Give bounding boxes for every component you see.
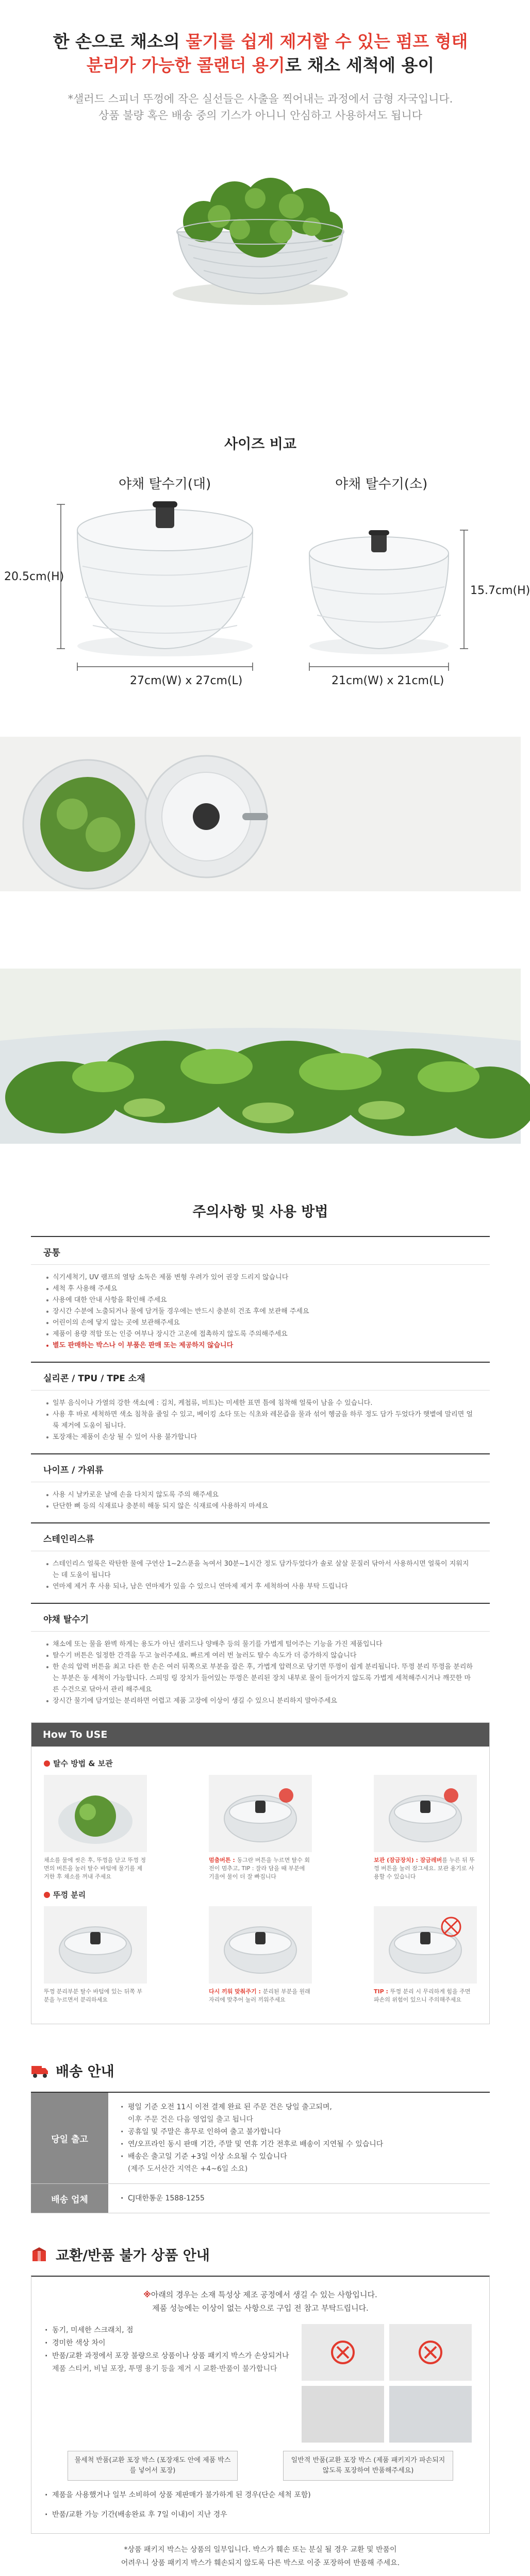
hero-highlight-1: 물기를 쉽게 제거할 수 있는 펌프 형태 (186, 31, 468, 52)
delivery-item: · 평일 기준 오전 11시 이전 결제 완료 된 주문 건은 당일 출고되며, (121, 2101, 477, 2113)
caution-block-heading: 공통 (43, 1248, 60, 1258)
howto-step-caption (374, 1856, 477, 1881)
caution-block-body (31, 1390, 490, 1453)
size-diagram (0, 468, 521, 705)
size-title: 사이즈 비교 (224, 436, 296, 452)
small-spinner-image (309, 530, 449, 654)
exchange-title: 교환/반품 불가 상품 안내 (56, 2248, 210, 2264)
howto-step (209, 1775, 312, 1881)
caution-block-body (31, 1482, 490, 1522)
caution-item: 일부 음식이나 가열의 강한 색소(예 : 김치, 케첩류, 비트)는 미세한 표면 틈에 침착해 얼룩이 남을 수 있습니다. (46, 1398, 474, 1409)
howto-step (209, 1906, 312, 2004)
delivery-row-label: 당일 출고 (31, 2093, 108, 2183)
howto-step-photo (209, 1906, 312, 1984)
bullet-dot-icon (44, 1760, 50, 1767)
howto-row-lid (44, 1906, 477, 2004)
caution-item: 사용에 대한 안내 사항을 확인해 주세요 (46, 1295, 474, 1306)
caution-block-heading: 나이프 / 가위류 (43, 1465, 104, 1476)
exchange-item-list (45, 2324, 302, 2443)
howto-step-image (44, 1775, 147, 1852)
howto-step-image (44, 1906, 147, 1984)
caution-blocks (31, 1236, 490, 1717)
caution-block (31, 1236, 490, 1362)
delivery-truck-icon (31, 2063, 48, 2078)
howto-row-spin (44, 1775, 477, 1881)
caption-prefix: TIP : (374, 1988, 390, 1995)
howto-step-caption (44, 1856, 147, 1881)
delivery-row-value (108, 2093, 490, 2183)
howto-step-photo (44, 1906, 147, 1984)
delivery-item: · 배송은 출고일 기준 +3일 이상 소요될 수 있습니다 (121, 2150, 477, 2163)
caution-item: 어린이의 손에 닿지 않는 곳에 보관해주세요 (46, 1317, 474, 1329)
caution-block (31, 1603, 490, 1717)
salad-spinner-image (157, 155, 363, 309)
caption-text: 동그란 버튼을 누르면 탈수 회전이 멈추고, TIP : 잘라 담을 때 부분에 기울여 물이 더 잘 빠집니다 (209, 1857, 310, 1880)
caution-block-heading: 실리콘 / TPU / TPE 소재 (43, 1374, 145, 1384)
small-size-label: 야채 탈수기(소) (335, 477, 428, 492)
exchange-section (0, 2244, 521, 2570)
caution-item: 세척 후 사용해 주세요 (46, 1283, 474, 1295)
howto-step-photo (209, 1775, 312, 1852)
example-image-3 (302, 2386, 384, 2443)
delivery-row-label: 배송 업체 (31, 2184, 108, 2213)
howto-step-image (374, 1775, 477, 1852)
exchange-note-2: · 반품/교환 가능 기간(배송완료 후 7일 이내)이 지난 경우 (45, 2509, 476, 2521)
salad-leaves-image (0, 969, 521, 1144)
caption-text: 채소를 물에 씻은 후, 뚜껑을 닫고 뚜껑 정면의 버튼을 눌러 탈수 바텀에 물기를 제거한 후 채소를 꺼내 주세요 (44, 1857, 146, 1880)
caution-block (31, 1362, 490, 1453)
caption-prefix: 멈춤버튼 : (209, 1857, 237, 1863)
caption-text: 를 누른 뒤 뚜껑 버튼을 눌러 잠그세요. 보관 용기로 사용할 수 있습니다 (374, 1857, 475, 1880)
howto-step-image (209, 1775, 312, 1852)
hero-note-2: 상품 불량 혹은 배송 중의 기스가 아니니 안심하고 사용하셔도 됩니다 (98, 109, 423, 122)
delivery-section (0, 2060, 521, 2213)
delivery-item: · 연/오프라인 동시 판매 기간, 주말 및 연휴 기간 전후로 배송이 지연될 수 있습니다 (121, 2138, 477, 2150)
caution-block-body (31, 1631, 490, 1717)
howto-step (44, 1906, 147, 2004)
caution-item: 제품이 용량 적합 또는 인증 여부나 장시간 고온에 접촉하지 않도록 주의해주세요 (46, 1329, 474, 1340)
howto-step (374, 1775, 477, 1881)
top-view-photo (0, 737, 521, 891)
caption-prefix: 보관 (잠금장치) : (374, 1857, 420, 1863)
small-height-dimension: 15.7cm(H) (470, 584, 530, 597)
example-image-4 (389, 2386, 472, 2443)
exchange-item: 제품 스티커, 비닐 포장, 투명 용기 등을 제거 시 교환·반품이 불가합니다 (52, 2365, 277, 2373)
delivery-table (31, 2092, 490, 2213)
hero-headline-1: 한 손으로 채소의 물기를 쉽게 제거할 수 있는 펌프 형태 (53, 31, 468, 52)
exchange-intro: ※아래의 경우는 소재 특성상 제조 공정에서 생길 수 있는 사항입니다. 제품 성능에는 이상이 없는 사항으로 구입 전 참고 부탁드립니다. (143, 2290, 377, 2313)
exchange-item: · 동기, 미세한 스크래치, 점 (45, 2324, 302, 2337)
caution-block-body (31, 1264, 490, 1362)
caution-block (31, 1522, 490, 1603)
hero-headline-2: 분리가 가능한 콜랜더 용기로 채소 세척에 용이 (86, 55, 435, 75)
large-width-dimension: 27cm(W) x 27cm(L) (130, 674, 243, 687)
howto-sub-2: 뚜껑 분리 (44, 1889, 477, 1900)
delivery-item: · 공휴일 및 주말은 휴무로 인하여 출고 불가합니다 (121, 2126, 477, 2138)
exchange-note-1: · 제품을 사용했거나 일부 소비하여 상품 제판매가 불가하게 된 경우(단순 세척 포함) (45, 2489, 476, 2501)
caution-item: 사용 시 날카로운 날에 손을 다치지 않도록 주의 해주세요 (46, 1489, 474, 1501)
caption-highlight: 잠금레버 (420, 1857, 442, 1863)
caution-item: 한 손의 압력 버튼을 최고 다른 한 손은 여러 뒤쪽으로 부분을 잡은 후, 가볍게 압력으로 당기면 뚜껑이 쉽게 분리됩니다. 뚜껑 분리 뚜껑을 분리하는 부분은 동 세척이 가능합니다. 스피밍 링 장치가 들어있는 뚜껑은 분리된 장치 내부로 물이 들어가지 않도록 가볍게 세척해주시거나 깨끗한 마른 수건으로 닦아서 관리 해주세요 (46, 1662, 474, 1696)
caution-block-heading: 야채 탈수기 (43, 1615, 89, 1625)
salad-closeup-photo (0, 969, 521, 1144)
delivery-row (31, 2184, 490, 2213)
caption-prefix: 다시 끼워 맞춰주기 : (209, 1988, 263, 1995)
howto-step-photo (374, 1906, 477, 1984)
hero-highlight-2: 분리가 가능한 콜랜더 용기 (86, 55, 285, 75)
delivery-title: 배송 안내 (56, 2064, 114, 2080)
caution-title: 주의사항 및 사용 방법 (192, 1204, 328, 1220)
how-to-use-title: How To USE (31, 1723, 489, 1747)
caution-item: 포장재는 제품이 손상 될 수 있어 사용 불가합니다 (46, 1432, 474, 1443)
howto-step-image (209, 1906, 312, 1984)
exchange-box-icon (31, 2247, 48, 2262)
caution-block-body (31, 1551, 490, 1603)
example-image-2 (389, 2324, 472, 2381)
caption-text: 뚜껑 분리 시 무리하게 힘을 주면 파손의 위험이 있으니 주의해주세요 (374, 1988, 471, 2003)
size-comparison-section (0, 289, 530, 737)
howto-step-caption (209, 1988, 312, 2004)
packing-caption-1: 물세척 반품(교환 포장 박스 (포장재도 안에 제품 박스를 넣어서 포장) (68, 2451, 238, 2481)
caution-item: 장시간 수분에 노출되거나 물에 담겨둘 경우에는 반드시 충분히 건조 후에 보관해 주세요 (46, 1306, 474, 1317)
caution-section (0, 1200, 521, 2024)
howto-step-photo (374, 1775, 477, 1852)
caution-block (31, 1453, 490, 1522)
howto-step-caption (209, 1856, 312, 1881)
spinner-top-view-image (0, 737, 521, 891)
delivery-row (31, 2093, 490, 2184)
howto-step-image (374, 1906, 477, 1984)
howto-step (374, 1906, 477, 2004)
howto-step-caption (44, 1988, 147, 2004)
hero-section (0, 0, 521, 289)
delivery-item: · CJ대한통운 1588-1255 (121, 2192, 477, 2205)
exchange-example-images (302, 2324, 476, 2443)
delivery-item: (제주 도서산간 지역은 +4~6일 소요) (128, 2165, 248, 2173)
caution-item: 채소에 또는 물을 완벽 하게는 용도가 아닌 샐러드나 양배추 등의 물기를 가볍게 털어주는 기능을 가진 제품입니다 (46, 1639, 474, 1650)
large-spinner-image (77, 501, 253, 656)
delivery-item: 이후 주문 건은 다음 영업일 출고 됩니다 (128, 2115, 254, 2124)
caution-item: 연마제 제거 후 사용 되나, 남은 연마제가 있을 수 있으니 연마제 제거 후 세척하여 사용 부탁 드립니다 (46, 1581, 474, 1592)
exchange-item: · 경미한 색상 차이 (45, 2337, 302, 2350)
caution-item: 식기세척기, UV 램프의 열탕 소독은 제품 변형 우려가 있어 권장 드리지 않습니다 (46, 1272, 474, 1283)
caution-item: 탈수기 버튼은 일정한 간격을 두고 눌러주세요. 빠르게 여러 번 눌러도 탈수 속도가 더 증가하지 않습니다 (46, 1650, 474, 1662)
large-height-dimension: 20.5cm(H) (4, 570, 64, 583)
howto-step-caption (374, 1988, 477, 2004)
caption-text: 뚜껑 분리부분 탈수 바텀에 있는 뒤쪽 부분을 누르면서 분리하세요 (44, 1988, 142, 2003)
how-to-use-panel (31, 1722, 490, 2024)
caution-item: 별도 판매하는 박스나 이 부품은 판매 또는 제공하지 않습니다 (46, 1340, 474, 1351)
caution-item: 스테인리스 얼룩은 락탄한 물에 구연산 1~2스푼을 녹여서 30분~1시간 정도 담가두었다가 솔로 살살 문질러 닦아서 사용하시면 얼룩이 지워지는 데 도움이 됩니다 (46, 1558, 474, 1581)
caution-item: 사용 후 바로 세척하면 색소 침착을 줄일 수 있고, 베이킹 소다 또는 식초와 레몬즙을 물과 섞어 헹굼을 하루 정도 담가 두었다가 햇볕에 말리면 얼룩 제거에 도움이 됩니다. (46, 1409, 474, 1432)
howto-step (44, 1775, 147, 1881)
delivery-row-value (108, 2184, 490, 2213)
large-size-label: 야채 탈수기(대) (119, 477, 211, 492)
caution-item: 장시간 물기에 담겨있는 분리하면 어렵고 제품 고장에 이상이 생길 수 있으니 분리하지 말아주세요 (46, 1696, 474, 1707)
example-image-1 (302, 2324, 384, 2381)
small-width-dimension: 21cm(W) x 21cm(L) (332, 674, 444, 687)
bullet-dot-icon (44, 1892, 50, 1898)
hero-note-1: *샐러드 스피너 뚜껑에 작은 실선들은 사출을 찍어내는 과정에서 금형 자국입니다. (68, 93, 453, 105)
caption-text: 분리된 부분을 원래 자리에 맞추어 눌러 끼워주세요 (209, 1988, 310, 2003)
exchange-footnote: *상품 패키지 박스는 상품의 일부입니다. 박스가 훼손 또는 분실 될 경우 교환 및 반품이 어려우니 상품 패키지 박스가 훼손되지 않도록 다른 박스로 이중 포장하여 반품해 주세요. (121, 2546, 400, 2567)
caution-item: 단단한 뼈 등의 식재료나 충분히 해동 되지 않은 식재료에 사용하지 마세요 (46, 1501, 474, 1512)
howto-step-photo (44, 1775, 147, 1852)
packing-caption-2: 일반적 반품(교환 포장 박스 (제품 패키지가 파손되지 않도록 포장하여 반품해주세요) (283, 2451, 453, 2481)
size-stage (0, 468, 530, 705)
caution-block-heading: 스테인리스류 (43, 1534, 94, 1545)
exchange-item: · 반품/교환 과정에서 포장 불량으로 상품이나 상품 패키지 박스가 손상되거나 (45, 2350, 302, 2363)
howto-sub-1: 탈수 방법 & 보관 (44, 1758, 477, 1769)
exchange-box (31, 2276, 490, 2534)
